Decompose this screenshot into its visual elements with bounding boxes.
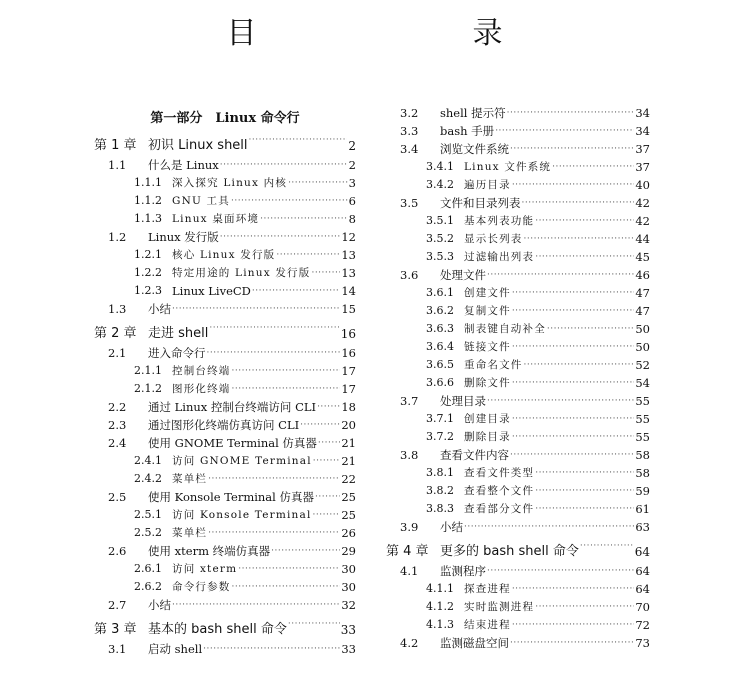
- toc-subsection[interactable]: [94, 174, 356, 192]
- toc-leader-dots: [220, 156, 348, 174]
- toc-leader-dots: [232, 380, 341, 398]
- toc-leader-dots: [464, 518, 634, 536]
- toc-page-number: 2: [348, 158, 356, 172]
- toc-subsection[interactable]: [386, 616, 650, 634]
- toc-subsection[interactable]: [386, 428, 650, 446]
- toc-section[interactable]: [94, 596, 356, 614]
- toc-page-number: 70: [635, 600, 650, 614]
- toc-entry-number: 1.2.3: [134, 284, 162, 297]
- toc-entry-text: 实时监测进程: [464, 601, 535, 613]
- toc-entry-number: 3.7.2: [426, 430, 454, 443]
- toc-section[interactable]: [386, 392, 650, 410]
- toc-page-number: 13: [341, 266, 356, 280]
- toc-entry-text: Linux LiveCD: [172, 284, 251, 298]
- toc-page-number: 58: [635, 448, 650, 462]
- toc-section[interactable]: [94, 542, 356, 560]
- toc-subsection[interactable]: [94, 470, 356, 488]
- toc-page-number: 34: [635, 106, 650, 120]
- toc-entry-number: 2.1.1: [134, 364, 162, 377]
- toc-page-number: 37: [635, 160, 650, 174]
- toc-column-right: [386, 104, 650, 652]
- toc-leader-dots: [510, 634, 634, 652]
- toc-entry-text: 核心 Linux 发行版: [172, 249, 276, 261]
- toc-subsection[interactable]: [386, 176, 650, 194]
- toc-section[interactable]: [386, 446, 650, 464]
- toc-subsection[interactable]: [94, 452, 356, 470]
- toc-section[interactable]: [386, 634, 650, 652]
- page-title: 目 录: [226, 16, 555, 51]
- toc-entry-text: 链接文件: [464, 341, 511, 353]
- toc-entry-number: 2.5.1: [134, 508, 162, 521]
- toc-entry-number: 3.6.1: [426, 286, 454, 299]
- toc-section[interactable]: [386, 266, 650, 284]
- toc-entry-text: 通过 Linux 控制台终端访问 CLI: [148, 400, 317, 414]
- toc-entry-number: 3.6.5: [426, 358, 454, 371]
- toc-subsection[interactable]: [386, 212, 650, 230]
- toc-subsection[interactable]: [94, 192, 356, 210]
- toc-entry-number: 2.6.2: [134, 580, 162, 593]
- toc-leader-dots: [315, 488, 340, 506]
- toc-subsection[interactable]: [94, 560, 356, 578]
- toc-entry-number: 3.6: [400, 268, 419, 282]
- toc-entry-number: 2.7: [108, 598, 127, 612]
- toc-entry-number: 1.1.3: [134, 212, 162, 225]
- toc-page-number: 54: [635, 376, 650, 390]
- toc-page-number: 46: [635, 268, 650, 282]
- toc-entry-text: Linux 桌面环境: [172, 213, 260, 225]
- toc-entry-text: 小结: [148, 598, 171, 612]
- toc-entry-number: 4.2: [400, 636, 419, 650]
- toc-page-number: 52: [635, 358, 650, 372]
- toc-leader-dots: [522, 194, 635, 212]
- toc-leader-dots: [318, 434, 340, 452]
- toc-page-number: 55: [635, 430, 650, 444]
- toc-entry-text: 监测程序: [440, 564, 486, 578]
- toc-leader-dots: [495, 122, 634, 140]
- toc-page-number: 14: [341, 284, 356, 298]
- toc-page-number: 34: [635, 124, 650, 138]
- toc-leader-dots: [535, 212, 634, 230]
- toc-entry-text: 访问 xterm: [172, 563, 238, 575]
- toc-page-number: 64: [634, 545, 650, 559]
- toc-entry-text: 浏览文件系统: [440, 142, 509, 156]
- toc-subsection[interactable]: [94, 524, 356, 542]
- toc-section[interactable]: [94, 488, 356, 506]
- toc-section[interactable]: [386, 122, 650, 140]
- toc-leader-dots: [203, 640, 340, 658]
- toc-entry-number: 3.8.1: [426, 466, 454, 479]
- toc-page-number: 22: [341, 472, 356, 486]
- toc-subsection[interactable]: [94, 246, 356, 264]
- toc-section[interactable]: [94, 640, 356, 658]
- toc-page-number: 37: [635, 142, 650, 156]
- toc-entry-text: 图形化终端: [172, 383, 231, 395]
- toc-entry-text: 处理目录: [440, 394, 486, 408]
- toc-leader-dots: [288, 174, 348, 192]
- toc-entry-text: 什么是 Linux: [148, 158, 219, 172]
- toc-entry-text: 结束进程: [464, 619, 511, 631]
- toc-entry-number: 3.6.3: [426, 322, 454, 335]
- toc-entry-number: 3.9: [400, 520, 419, 534]
- toc-page-number: 2: [348, 139, 356, 153]
- toc-entry-number: 4.1.2: [426, 600, 454, 613]
- toc-entry-number: 1.1: [108, 158, 127, 172]
- toc-chapter[interactable]: [94, 318, 356, 344]
- toc-leader-dots: [535, 464, 634, 482]
- toc-leader-dots: [512, 410, 635, 428]
- toc-subsection[interactable]: [94, 506, 356, 524]
- toc-entry-text: 制表键自动补全: [464, 323, 546, 335]
- toc-entry-number: 2.3: [108, 418, 127, 432]
- toc-leader-dots: [231, 192, 348, 210]
- toc-page-number: 16: [340, 327, 356, 341]
- toc-subsection[interactable]: [386, 248, 650, 266]
- toc-entry-text: 重命名文件: [464, 359, 523, 371]
- toc-entry-number: 第 3 章: [94, 622, 137, 637]
- toc-leader-dots: [512, 374, 635, 392]
- toc-entry-text: 查看部分文件: [464, 503, 535, 515]
- toc-leader-dots: [271, 542, 340, 560]
- toc-leader-dots: [510, 140, 634, 158]
- toc-subsection[interactable]: [386, 356, 650, 374]
- toc-page-number: 47: [635, 304, 650, 318]
- toc-subsection[interactable]: [386, 410, 650, 428]
- toc-subsection[interactable]: [386, 598, 650, 616]
- toc-page-number: 15: [341, 302, 356, 316]
- toc-leader-dots: [313, 452, 341, 470]
- toc-entry-text: Linux 文件系统: [464, 161, 552, 173]
- toc-page-number: 29: [341, 544, 356, 558]
- toc-subsection[interactable]: [386, 482, 650, 500]
- toc-leader-dots: [507, 104, 635, 122]
- toc-leader-dots: [232, 578, 341, 596]
- toc-page-number: 33: [341, 642, 356, 656]
- toc-leader-dots: [276, 246, 340, 264]
- toc-page-number: 55: [635, 412, 650, 426]
- toc-page-number: 30: [341, 562, 356, 576]
- toc-page-number: 40: [635, 178, 650, 192]
- toc-column-left: [94, 104, 356, 658]
- toc-entry-number: 3.7.1: [426, 412, 454, 425]
- toc-page-number: 55: [635, 394, 650, 408]
- toc-page-number: 45: [635, 250, 650, 264]
- toc-entry-number: 2.1.2: [134, 382, 162, 395]
- toc-entry-text: 复制文件: [464, 305, 511, 317]
- toc-page-number: 72: [635, 618, 650, 632]
- toc-entry-number: 第 4 章: [386, 544, 429, 559]
- toc-entry-text: 创建目录: [464, 413, 511, 425]
- toc-page-number: 26: [341, 526, 356, 540]
- toc-section[interactable]: [94, 344, 356, 362]
- toc-page-number: 64: [635, 564, 650, 578]
- toc-chapter[interactable]: [94, 130, 356, 156]
- toc-section[interactable]: [94, 228, 356, 246]
- toc-entry-number: 3.3: [400, 124, 419, 138]
- toc-leader-dots: [524, 356, 635, 374]
- toc-leader-dots: [249, 130, 348, 156]
- toc-entry-number: 3.8.3: [426, 502, 454, 515]
- toc-leader-dots: [552, 158, 634, 176]
- toc-leader-dots: [260, 210, 348, 228]
- toc-page-number: 42: [635, 196, 650, 210]
- toc-leader-dots: [238, 560, 340, 578]
- toc-section[interactable]: [386, 104, 650, 122]
- toc-entry-number: 3.4.2: [426, 178, 454, 191]
- toc-leader-dots: [512, 284, 635, 302]
- toc-page-number: 12: [341, 230, 356, 244]
- toc-entry-text: 查看文件内容: [440, 448, 509, 462]
- toc-entry-text: 菜单栏: [172, 473, 208, 485]
- toc-leader-dots: [535, 598, 634, 616]
- toc-page-number: 3: [348, 176, 356, 190]
- toc-entry-text: 显示长列表: [464, 233, 523, 245]
- toc-entry-text: bash 手册: [440, 124, 495, 138]
- toc-page-number: 50: [635, 340, 650, 354]
- toc-leader-dots: [207, 344, 341, 362]
- toc-subsection[interactable]: [94, 578, 356, 596]
- toc-entry-text: Linux 发行版: [148, 230, 219, 244]
- toc-entry-number: 2.5: [108, 490, 127, 504]
- toc-page-number: 42: [635, 214, 650, 228]
- toc-chapter[interactable]: [386, 536, 650, 562]
- toc-page-number: 17: [341, 382, 356, 396]
- toc-leader-dots: [512, 580, 635, 598]
- toc-entry-text: GNU 工具: [172, 195, 230, 207]
- toc-entry-number: 2.6: [108, 544, 127, 558]
- toc-entry-text: 初识 Linux shell: [148, 138, 248, 153]
- toc-entry-text: 监测磁盘空间: [440, 636, 509, 650]
- toc-entry-number: 第 1 章: [94, 138, 137, 153]
- toc-section[interactable]: [94, 300, 356, 318]
- toc-entry-text: 查看整个文件: [464, 485, 535, 497]
- toc-page-number: 18: [341, 400, 356, 414]
- toc-entry-text: 遍历目录: [464, 179, 511, 191]
- toc-leader-dots: [512, 176, 635, 194]
- toc-page-number: 58: [635, 466, 650, 480]
- toc-entry-text: shell 提示符: [440, 106, 506, 120]
- toc-entry-text: 更多的 bash shell 命令: [440, 544, 579, 559]
- toc-leader-dots: [209, 318, 339, 344]
- toc-page-number: 17: [341, 364, 356, 378]
- toc-entry-number: 3.5.1: [426, 214, 454, 227]
- toc-part-heading[interactable]: [94, 104, 356, 130]
- toc-entry-number: 2.2: [108, 400, 127, 414]
- toc-leader-dots: [313, 506, 341, 524]
- toc-entry-text: 特定用途的 Linux 发行版: [172, 267, 311, 279]
- toc-subsection[interactable]: [386, 230, 650, 248]
- toc-entry-number: 3.4.1: [426, 160, 454, 173]
- toc-leader-dots: [512, 338, 635, 356]
- toc-section[interactable]: [386, 562, 650, 580]
- toc-entry-text: 文件和目录列表: [440, 196, 521, 210]
- toc-entry-text: 创建文件: [464, 287, 511, 299]
- toc-page-number: 44: [635, 232, 650, 246]
- toc-entry-text: 处理文件: [440, 268, 486, 282]
- toc-leader-dots: [220, 228, 341, 246]
- toc-leader-dots: [487, 562, 634, 580]
- toc-entry-text: 访问 Konsole Terminal: [172, 509, 312, 521]
- toc-page-number: 21: [341, 454, 356, 468]
- toc-page-number: 21: [341, 436, 356, 450]
- toc-leader-dots: [510, 446, 634, 464]
- toc-page-number: 73: [635, 636, 650, 650]
- toc-entry-text: 进入命令行: [148, 346, 206, 360]
- toc-entry-number: 3.5: [400, 196, 419, 210]
- toc-subsection[interactable]: [386, 158, 650, 176]
- toc-leader-dots: [535, 500, 634, 518]
- toc-leader-dots: [311, 264, 340, 282]
- toc-entry-number: 2.5.2: [134, 526, 162, 539]
- toc-page-number: 30: [341, 580, 356, 594]
- toc-page-number: 8: [348, 212, 356, 226]
- toc-subsection[interactable]: [94, 362, 356, 380]
- toc-entry-number: 1.3: [108, 302, 127, 316]
- toc-subsection[interactable]: [94, 264, 356, 282]
- toc-entry-text: 命令行参数: [172, 581, 231, 593]
- toc-leader-dots: [300, 416, 340, 434]
- toc-subsection[interactable]: [386, 464, 650, 482]
- toc-entry-number: 4.1.1: [426, 582, 454, 595]
- toc-entry-number: 3.2: [400, 106, 419, 120]
- toc-entry-text: 走进 shell: [148, 326, 209, 341]
- toc-entry-number: 第 2 章: [94, 326, 137, 341]
- toc-entry-text: 访问 GNOME Terminal: [172, 455, 312, 467]
- toc-leader-dots: [208, 524, 340, 542]
- toc-page-number: 61: [635, 502, 650, 516]
- toc-entry-text: 菜单栏: [172, 527, 208, 539]
- toc-subsection[interactable]: [386, 500, 650, 518]
- toc-page-number: 16: [341, 346, 356, 360]
- toc-entry-number: 3.8: [400, 448, 419, 462]
- toc-entry-text: 使用 Konsole Terminal 仿真器: [148, 490, 314, 504]
- toc-entry-text: 通过图形化终端仿真访问 CLI: [148, 418, 300, 432]
- toc-entry-number: 2.4.1: [134, 454, 162, 467]
- toc-entry-text: 小结: [148, 302, 171, 316]
- toc-section[interactable]: [386, 194, 650, 212]
- toc-entry-number: 1.2: [108, 230, 127, 244]
- toc-entry-text: 第一部分 Linux 命令行: [150, 111, 300, 126]
- toc-entry-text: 使用 xterm 终端仿真器: [148, 544, 271, 558]
- toc-page-number: 25: [341, 490, 356, 504]
- toc-leader-dots: [512, 428, 635, 446]
- toc-entry-number: 3.6.6: [426, 376, 454, 389]
- toc-section[interactable]: [386, 518, 650, 536]
- toc-entry-text: 查看文件类型: [464, 467, 535, 479]
- toc-leader-dots: [252, 282, 340, 300]
- toc-entry-text: 删除文件: [464, 377, 511, 389]
- toc-leader-dots: [172, 300, 340, 318]
- toc-page-number: 63: [635, 520, 650, 534]
- toc-leader-dots: [317, 398, 340, 416]
- toc-entry-text: 使用 GNOME Terminal 仿真器: [148, 436, 317, 450]
- toc-page-number: 59: [635, 484, 650, 498]
- toc-leader-dots: [208, 470, 340, 488]
- toc-entry-text: 基本列表功能: [464, 215, 535, 227]
- toc-page-number: 33: [340, 623, 356, 637]
- toc-subsection[interactable]: [386, 302, 650, 320]
- toc-entry-number: 2.6.1: [134, 562, 162, 575]
- toc-subsection[interactable]: [386, 338, 650, 356]
- toc-leader-dots: [547, 320, 634, 338]
- toc-entry-text: 启动 shell: [148, 642, 203, 656]
- toc-entry-number: 1.1.2: [134, 194, 162, 207]
- toc-entry-text: 深入探究 Linux 内核: [172, 177, 288, 189]
- toc-entry-text: 控制台终端: [172, 365, 231, 377]
- toc-section[interactable]: [94, 398, 356, 416]
- toc-chapter[interactable]: [94, 614, 356, 640]
- toc-leader-dots: [172, 596, 340, 614]
- toc-subsection[interactable]: [386, 284, 650, 302]
- toc-entry-number: 3.1: [108, 642, 127, 656]
- toc-page-number: 20: [341, 418, 356, 432]
- toc-page-number: 50: [635, 322, 650, 336]
- toc-page-number: 64: [635, 582, 650, 596]
- toc-leader-dots: [487, 392, 634, 410]
- toc-entry-number: 1.1.1: [134, 176, 162, 189]
- toc-entry-text: 删除目录: [464, 431, 511, 443]
- toc-entry-number: 3.6.4: [426, 340, 454, 353]
- toc-leader-dots: [580, 536, 634, 562]
- toc-leader-dots: [288, 614, 340, 640]
- toc-entry-number: 3.7: [400, 394, 419, 408]
- toc-entry-number: 3.4: [400, 142, 419, 156]
- toc-entry-number: 3.6.2: [426, 304, 454, 317]
- toc-entry-text: 基本的 bash shell 命令: [148, 622, 287, 637]
- toc-leader-dots: [535, 482, 634, 500]
- toc-entry-number: 2.4: [108, 436, 127, 450]
- toc-leader-dots: [487, 266, 634, 284]
- toc-leader-dots: [524, 230, 635, 248]
- toc-leader-dots: [512, 616, 635, 634]
- toc-page-number: 13: [341, 248, 356, 262]
- toc-leader-dots: [512, 302, 635, 320]
- toc-entry-text: 小结: [440, 520, 463, 534]
- toc-entry-number: 3.8.2: [426, 484, 454, 497]
- toc-page-number: 6: [348, 194, 356, 208]
- toc-section[interactable]: [94, 416, 356, 434]
- toc-page-number: 32: [341, 598, 356, 612]
- toc-leader-dots: [535, 248, 634, 266]
- toc-subsection[interactable]: [386, 374, 650, 392]
- toc-entry-number: 3.5.2: [426, 232, 454, 245]
- toc-entry-number: 4.1.3: [426, 618, 454, 631]
- toc-page-number: 25: [341, 508, 356, 522]
- toc-subsection[interactable]: [94, 380, 356, 398]
- toc-leader-dots: [232, 362, 341, 380]
- toc-entry-text: 探查进程: [464, 583, 511, 595]
- toc-entry-number: 4.1: [400, 564, 419, 578]
- toc-entry-number: 2.4.2: [134, 472, 162, 485]
- toc-subsection[interactable]: [94, 210, 356, 228]
- toc-section[interactable]: [386, 140, 650, 158]
- toc-entry-number: 1.2.1: [134, 248, 162, 261]
- toc-entry-text: 过滤输出列表: [464, 251, 535, 263]
- toc-section[interactable]: [94, 434, 356, 452]
- toc-subsection[interactable]: [386, 320, 650, 338]
- toc-entry-number: 2.1: [108, 346, 127, 360]
- toc-entry-number: 3.5.3: [426, 250, 454, 263]
- toc-section[interactable]: [94, 156, 356, 174]
- toc-page-number: 47: [635, 286, 650, 300]
- toc-subsection[interactable]: [386, 580, 650, 598]
- toc-subsection[interactable]: [94, 282, 356, 300]
- toc-entry-number: 1.2.2: [134, 266, 162, 279]
